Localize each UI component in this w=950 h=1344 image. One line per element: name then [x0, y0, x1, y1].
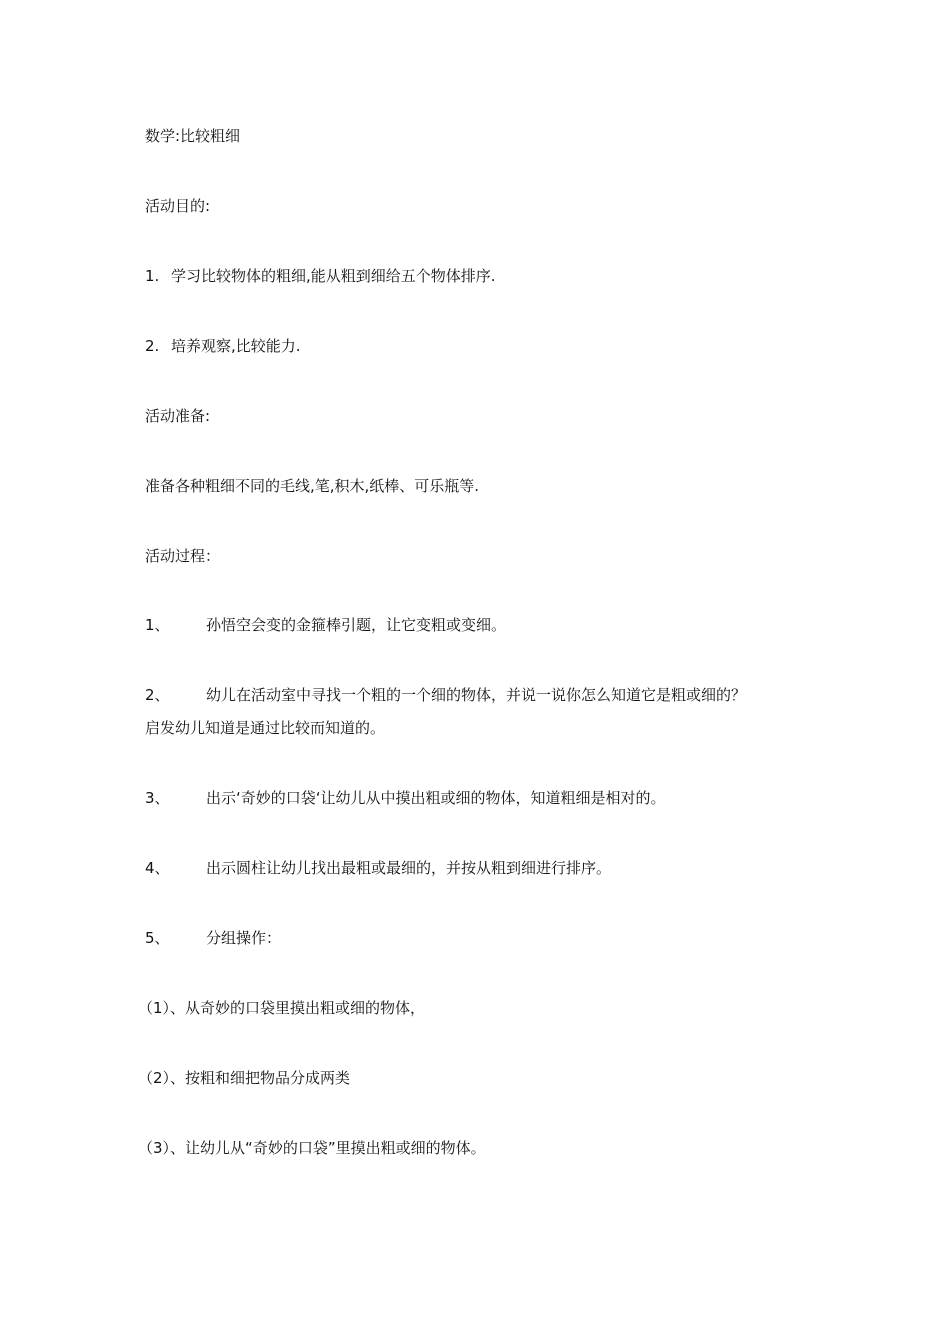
goal-item: [145, 332, 301, 360]
substep-item: （3）、让幼儿从“奇妙的口袋”里摸出粗或细的物体。: [138, 1139, 486, 1157]
step-continuation: 启发幼儿知道是通过比较而知道的。: [145, 719, 386, 737]
step-number: 3、: [145, 789, 170, 807]
goal-text: 学习比较物体的粗细,能从粗到细给五个物体排序.: [171, 267, 496, 285]
goal-number: 2.: [145, 337, 160, 355]
step-item: [145, 784, 666, 812]
step-item: [145, 924, 281, 952]
step-text: 孙悟空会变的金箍棒引题，让它变粗或变细。: [206, 616, 507, 634]
substep-item: （2）、按粗和细把物品分成两类: [138, 1069, 351, 1087]
goal-item: [145, 262, 496, 290]
prep-heading: 活动准备:: [145, 407, 211, 425]
step-item: [145, 611, 506, 639]
goal-text: 培养观察,比较能力.: [171, 337, 301, 355]
prep-text: 准备各种粗细不同的毛线,笔,积木,纸棒、可乐瓶等.: [145, 477, 480, 495]
step-number: 1、: [145, 616, 170, 634]
substep-item: （1）、从奇妙的口袋里摸出粗或细的物体，: [138, 999, 426, 1017]
step-item: [145, 854, 611, 882]
step-text: 分组操作：: [206, 929, 282, 947]
step-text: 出示‘奇妙的口袋‘让幼儿从中摸出粗或细的物体，知道粗细是相对的。: [206, 789, 666, 807]
step-text: 幼儿在活动室中寻找一个粗的一个细的物体，并说一说你怎么知道它是粗或细的？: [206, 686, 747, 704]
step-number: 4、: [145, 859, 170, 877]
step-number: 5、: [145, 929, 170, 947]
step-text: 出示圆柱让幼儿找出最粗或最细的，并按从粗到细进行排序。: [206, 859, 612, 877]
goal-number: 1.: [145, 267, 160, 285]
document-title: 数学:比较粗细: [145, 127, 241, 145]
process-heading: 活动过程：: [145, 547, 221, 565]
goals-heading: 活动目的:: [145, 197, 211, 215]
step-item: [145, 681, 746, 709]
step-number: 2、: [145, 686, 170, 704]
